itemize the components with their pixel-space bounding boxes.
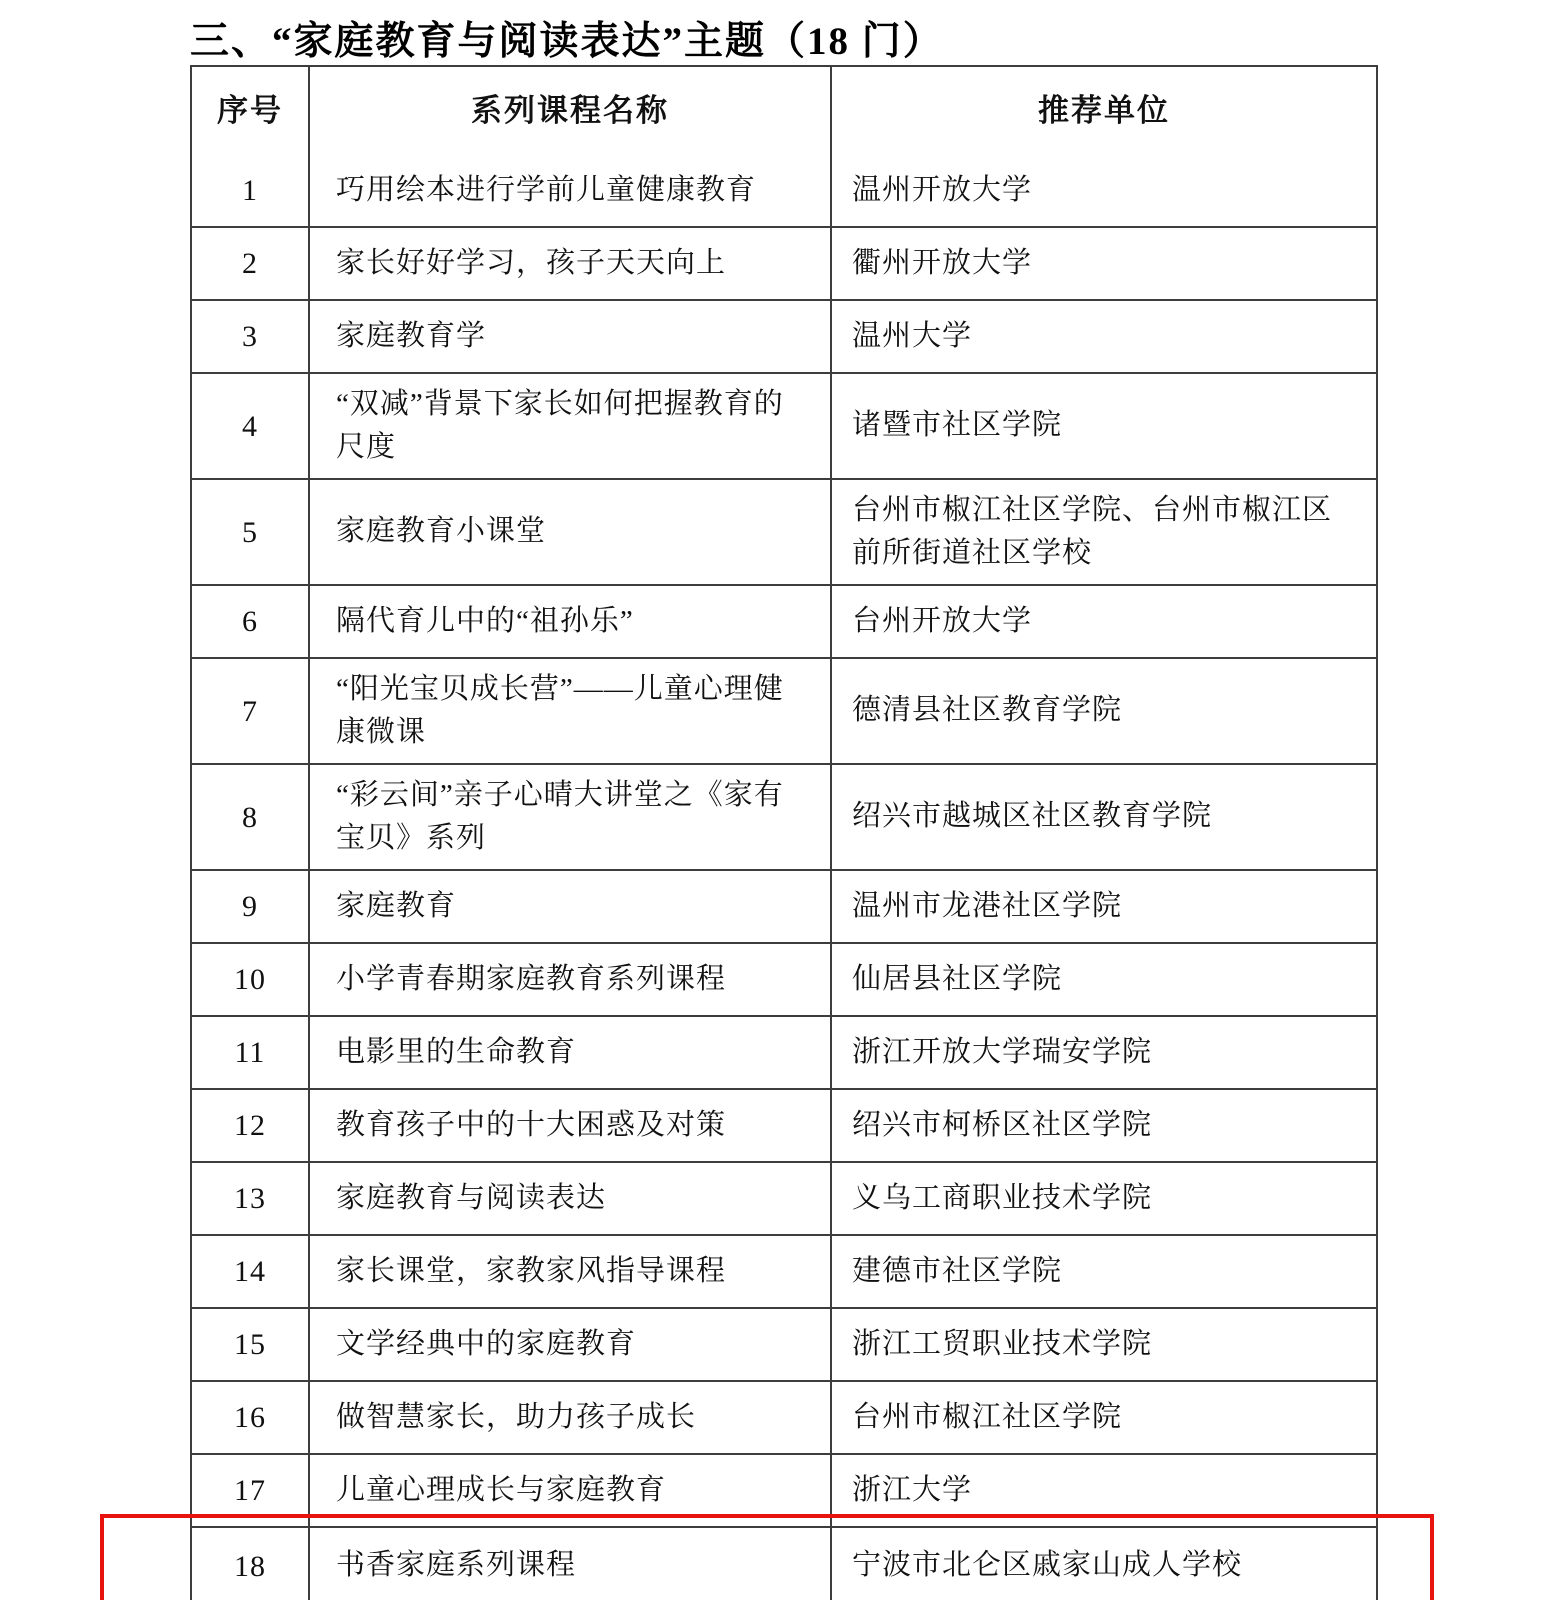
- recommending-unit-cell: 德清县社区教育学院: [852, 694, 1123, 727]
- table-row: [192, 942, 1376, 1015]
- recommending-unit-cell: 温州大学: [852, 319, 973, 352]
- table-row: [192, 763, 1376, 869]
- course-name-cell: 文学经典中的家庭教育: [310, 1309, 832, 1380]
- course-name-cell: 巧用绘本进行学前儿童健康教育: [310, 155, 832, 226]
- recommending-unit-cell: 温州开放大学: [852, 173, 1033, 206]
- table-row: [192, 1380, 1376, 1453]
- row-number-cell: 5: [192, 480, 310, 584]
- header-cell-recommending-unit: 推荐单位: [1038, 92, 1170, 128]
- row-number-cell: 7: [192, 659, 310, 763]
- row-number-cell: 16: [192, 1382, 310, 1453]
- row-number-cell: 1: [192, 155, 310, 226]
- course-name-cell: 家庭教育小课堂: [310, 480, 832, 584]
- table-row: [192, 1526, 1376, 1600]
- course-name-cell: 儿童心理成长与家庭教育: [310, 1455, 832, 1526]
- course-name-cell: 家庭教育学: [310, 301, 832, 372]
- recommending-unit-cell: 建德市社区学院: [852, 1254, 1063, 1287]
- row-number-cell: 12: [192, 1090, 310, 1161]
- course-name-cell: “阳光宝贝成长营”——儿童心理健康微课: [310, 659, 832, 763]
- row-number-cell: 13: [192, 1163, 310, 1234]
- table-row: [192, 1453, 1376, 1526]
- table-row: [192, 1234, 1376, 1307]
- table-row: [192, 1088, 1376, 1161]
- course-name-cell: 电影里的生命教育: [310, 1017, 832, 1088]
- recommending-unit-cell: 浙江开放大学瑞安学院: [852, 1035, 1153, 1068]
- table-row: [192, 299, 1376, 372]
- row-number-cell: 15: [192, 1309, 310, 1380]
- table-row: [192, 584, 1376, 657]
- course-name-cell: 教育孩子中的十大困惑及对策: [310, 1090, 832, 1161]
- row-number-cell: 14: [192, 1236, 310, 1307]
- course-name-cell: 家长课堂，家教家风指导课程: [310, 1236, 832, 1307]
- recommending-unit-cell: 宁波市北仑区戚家山成人学校: [852, 1549, 1243, 1582]
- table-row: [192, 155, 1376, 226]
- row-number-cell: 4: [192, 374, 310, 478]
- section-title: 三、“家庭教育与阅读表达”主题（18 门）: [190, 20, 944, 63]
- table-header-row: [192, 67, 1376, 155]
- row-number-cell: 18: [192, 1528, 310, 1600]
- course-name-cell: 做智慧家长，助力孩子成长: [310, 1382, 832, 1453]
- row-number-cell: 10: [192, 944, 310, 1015]
- recommending-unit-cell: 台州市椒江社区学院: [852, 1400, 1123, 1433]
- recommending-unit-cell: 浙江大学: [852, 1473, 973, 1506]
- row-number-cell: 17: [192, 1455, 310, 1526]
- recommending-unit-cell: 浙江工贸职业技术学院: [852, 1327, 1153, 1360]
- header-cell-number: 序号: [192, 67, 310, 155]
- recommending-unit-cell: 义乌工商职业技术学院: [852, 1181, 1153, 1214]
- row-number-cell: 6: [192, 586, 310, 657]
- course-name-cell: 书香家庭系列课程: [310, 1528, 832, 1600]
- course-name-cell: “双减”背景下家长如何把握教育的尺度: [310, 374, 832, 478]
- course-name-cell: 小学青春期家庭教育系列课程: [310, 944, 832, 1015]
- recommending-unit-cell: 诸暨市社区学院: [852, 409, 1063, 442]
- recommending-unit-cell: 台州市椒江社区学院、台州市椒江区前所街道社区学校: [852, 493, 1333, 569]
- table-row: [192, 1161, 1376, 1234]
- table-row: [192, 226, 1376, 299]
- course-name-cell: 家庭教育: [310, 871, 832, 942]
- table-row: [192, 478, 1376, 584]
- row-number-cell: 8: [192, 765, 310, 869]
- course-name-cell: 家长好好学习，孩子天天向上: [310, 228, 832, 299]
- table-row: [192, 657, 1376, 763]
- course-name-cell: “彩云间”亲子心晴大讲堂之《家有宝贝》系列: [310, 765, 832, 869]
- row-number-cell: 2: [192, 228, 310, 299]
- table-row: [192, 1307, 1376, 1380]
- row-number-cell: 11: [192, 1017, 310, 1088]
- recommending-unit-cell: 温州市龙港社区学院: [852, 889, 1123, 922]
- course-table: [190, 65, 1378, 1600]
- row-number-cell: 3: [192, 301, 310, 372]
- course-name-cell: 家庭教育与阅读表达: [310, 1163, 832, 1234]
- recommending-unit-cell: 台州开放大学: [852, 604, 1033, 637]
- header-cell-course-name: 系列课程名称: [310, 67, 832, 155]
- row-number-cell: 9: [192, 871, 310, 942]
- recommending-unit-cell: 仙居县社区学院: [852, 962, 1063, 995]
- table-body: [192, 155, 1376, 1600]
- recommending-unit-cell: 绍兴市越城区社区教育学院: [852, 800, 1213, 833]
- recommending-unit-cell: 绍兴市柯桥区社区学院: [852, 1108, 1153, 1141]
- course-name-cell: 隔代育儿中的“祖孙乐”: [310, 586, 832, 657]
- table-row: [192, 869, 1376, 942]
- table-row: [192, 372, 1376, 478]
- recommending-unit-cell: 衢州开放大学: [852, 246, 1033, 279]
- table-row: [192, 1015, 1376, 1088]
